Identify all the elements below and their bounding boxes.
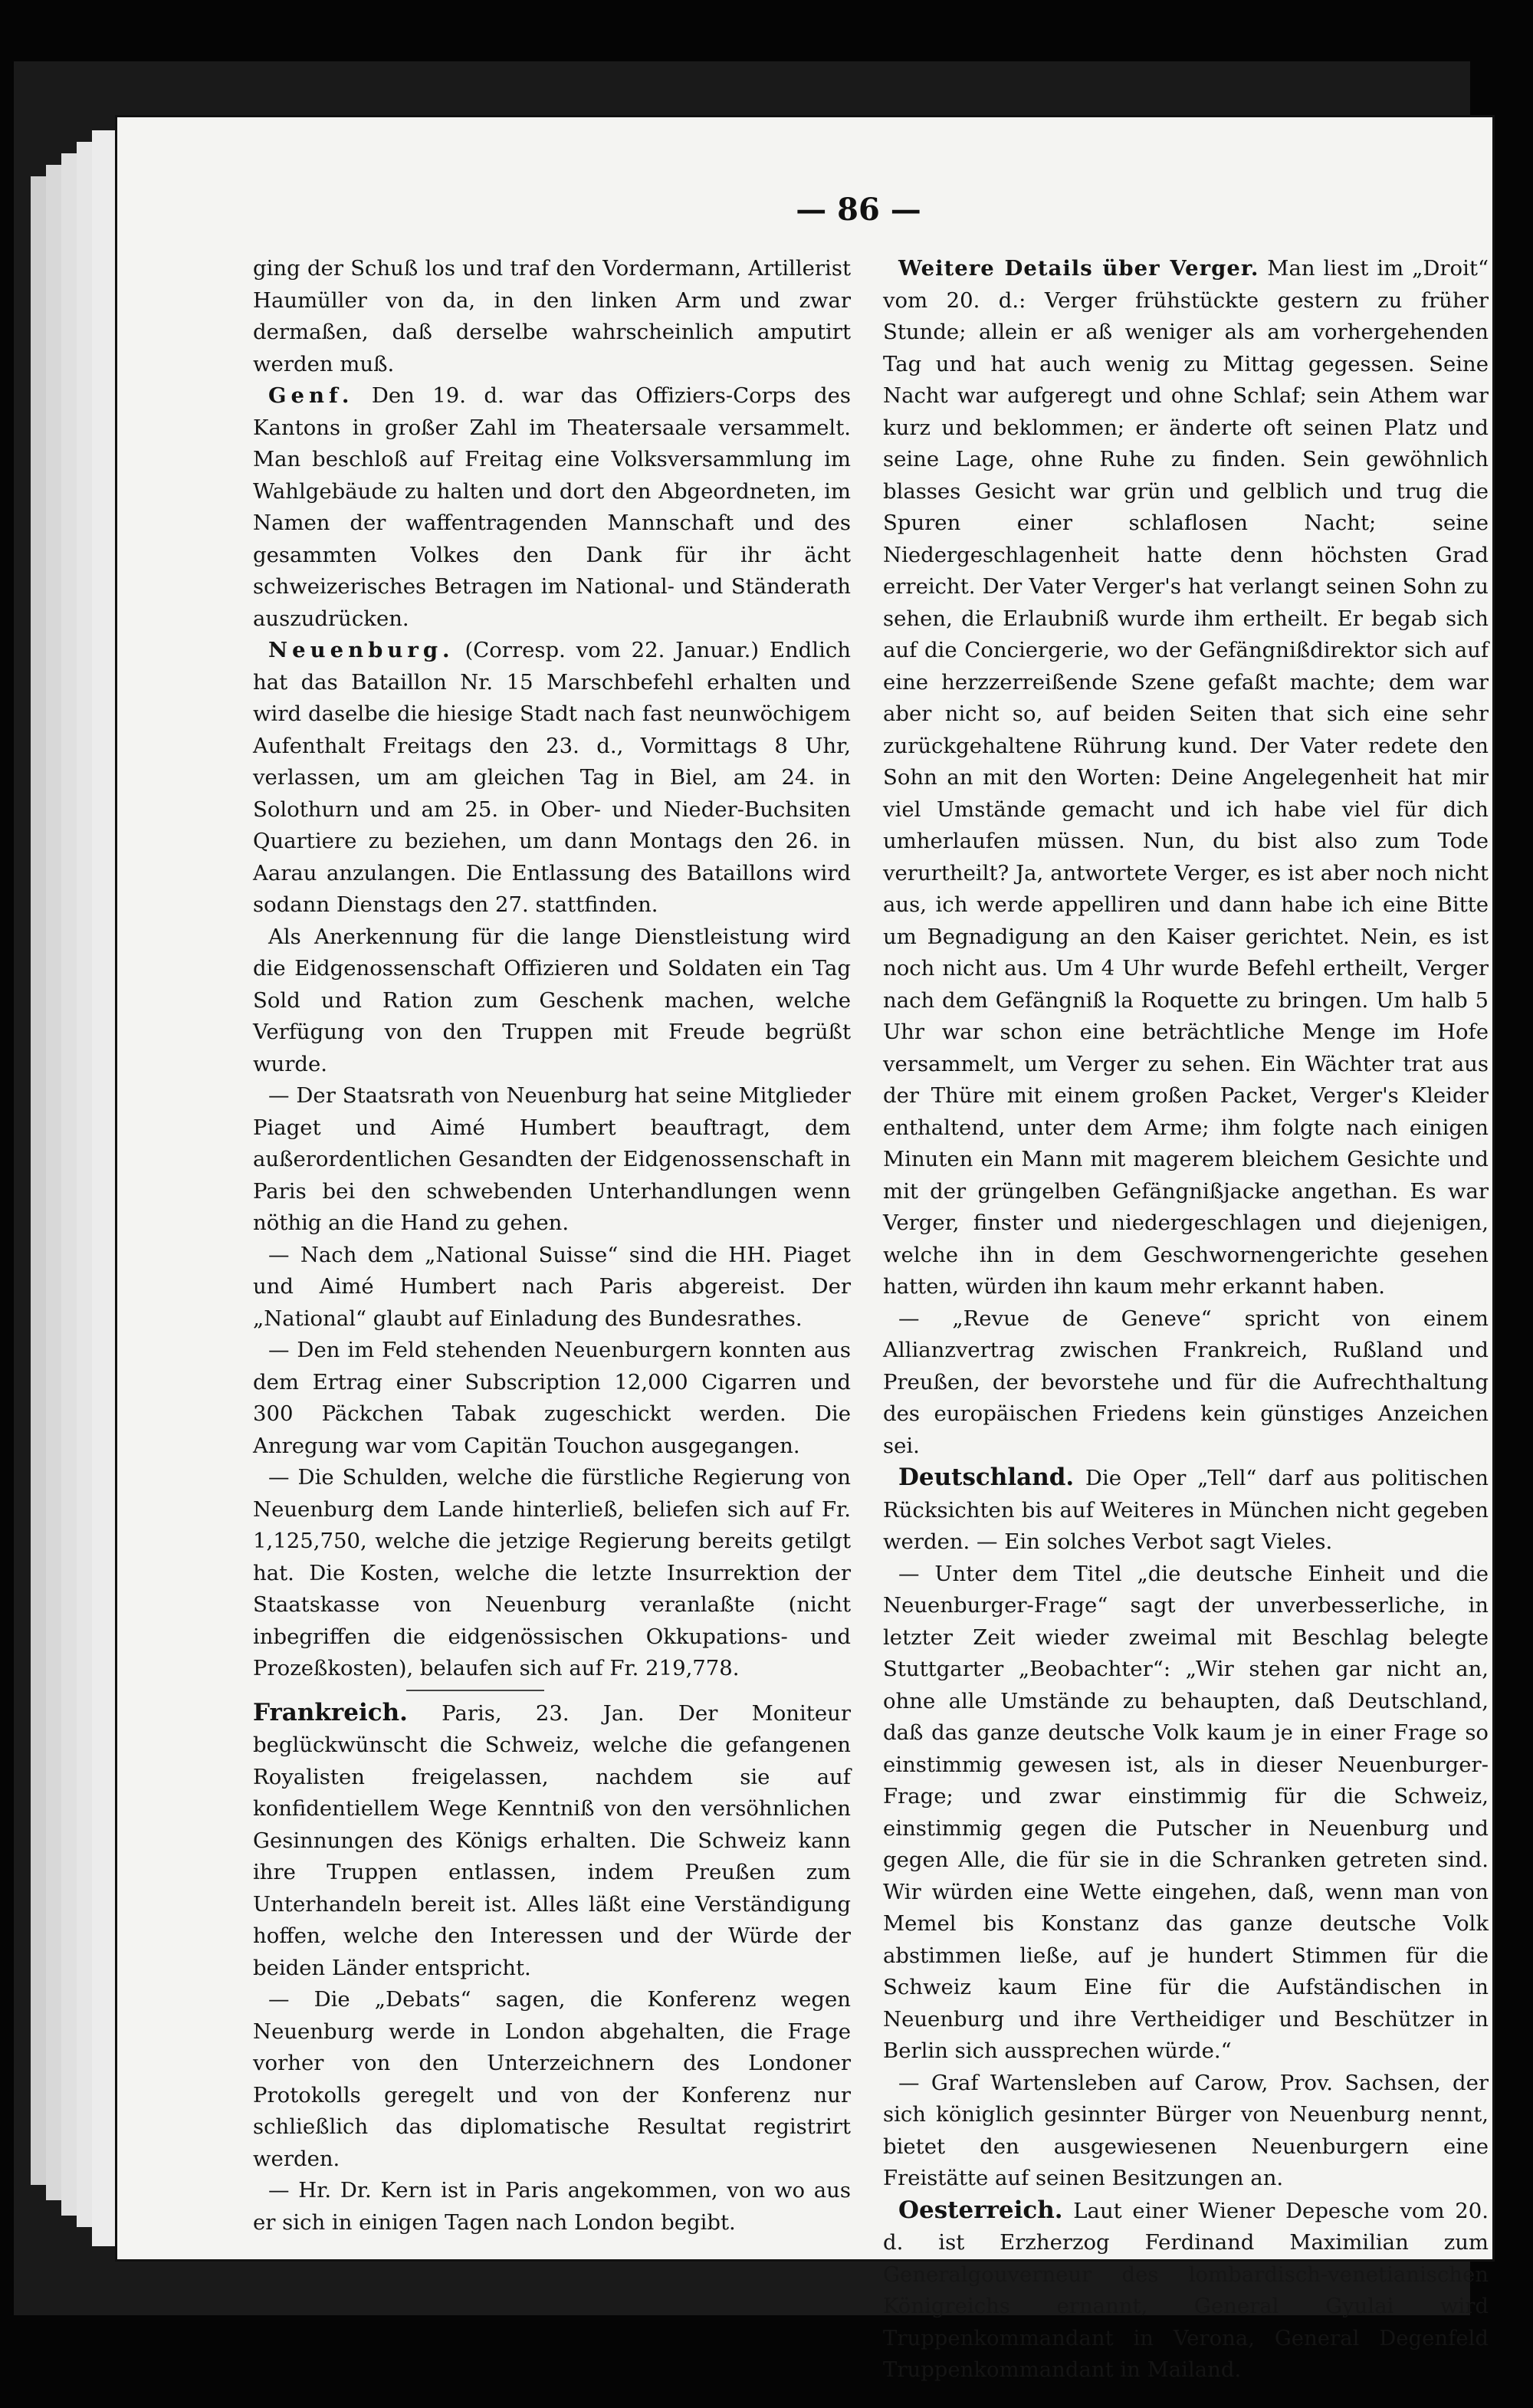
article-paragraph: [883, 253, 1489, 1303]
right-column: [883, 253, 1489, 2387]
article-paragraph: [883, 2195, 1489, 2387]
dateline: Genf.: [268, 383, 354, 408]
article-paragraph: [253, 1697, 851, 1985]
article-paragraph: ging der Schuß los und traf den Vordermann, Artillerist Haumüller von da, in den linken Arm und zwar dermaßen, daß derselbe wahrscheinlich amputirt werden muß.: [253, 256, 851, 376]
page-number: — 86 —: [796, 192, 921, 228]
article-paragraph: [883, 1462, 1489, 1559]
section-rule: [406, 1690, 544, 1691]
paragraph-text: Paris, 23. Jan. Der Moniteur beglückwünscht die Schweiz, welche die gefangenen Royalisten freigelassen, nachdem sie auf konfidentiellem Wege Kenntniß von den versöhnlichen Gesinnungen des Königs erhalten. Die Schweiz kann ihre Truppen entlassen, indem Preußen zum Unterhandeln bereit ist. Alles läßt eine Verständigung hoffen, welche den Interessen und der Würde der beiden Länder entspricht.: [253, 1700, 851, 1980]
country-heading: Frankreich.: [253, 1698, 408, 1726]
article-paragraph: — Der Staatsrath von Neuenburg hat seine Mitglieder Piaget und Aimé Humbert beauftragt, dem außerordentlichen Gesandten der Eidgenossenschaft in Paris bei den schwebenden Unterhandlungen wenn nöthig an die Hand zu gehen.: [253, 1083, 851, 1235]
left-column: [253, 253, 851, 2239]
article-paragraph: — Graf Wartensleben auf Carow, Prov. Sachsen, der sich königlich gesinnter Bürger von Neuenburg nennt, bietet den ausgewiesenen Neuenburgern eine Freistätte auf seinen Besitzungen an.: [883, 2070, 1489, 2190]
article-paragraph: — Nach dem „National Suisse“ sind die HH. Piaget und Aimé Humbert nach Paris abgereist. Der „National“ glaubt auf Einladung des Bundesrathes.: [253, 1242, 851, 1331]
country-heading: Oesterreich.: [898, 2196, 1063, 2224]
paragraph-text: Laut einer Wiener Depesche vom 20. d. ist Erzherzog Ferdinand Maximilian zum Generalgouverneur des lombardisch-venetianischen Königreichs ernannt, General Gyulai wird Truppenkommandant in Verona, General Degenfeld Truppenkommandant in Mailand.: [883, 2198, 1489, 2382]
article-paragraph: [253, 380, 851, 635]
paragraph-text: (Corresp. vom 22. Januar.) Endlich hat das Bataillon Nr. 15 Marschbefehl erhalten und wird daselbe die hiesige Stadt nach fast neunwöchigem Aufenthalt Freitags den 23. d., Vormittags 8 Uhr, verlassen, um am gleichen Tag in Biel, am 24. in Solothurn und am 25. in Ober- und Nieder-Buchsiten Quartiere zu beziehen, um dann Montags den 26. in Aarau anzulangen. Die Entlassung des Bataillons wird sodann Dienstags den 27. stattfinden.: [253, 638, 851, 917]
article-paragraph: Als Anerkennung für die lange Dienstleistung wird die Eidgenossenschaft Offizieren und Soldaten ein Tag Sold und Ration zum Geschenk machen, welche Verfügung von den Truppen mit Freude begrüßt wurde.: [253, 924, 851, 1076]
article-paragraph: — Die „Debats“ sagen, die Konferenz wegen Neuenburg werde in London abgehalten, die Frage vorher von den Unterzeichnern des Londoner Protokolls geregelt und von der Konferenz nur schließlich das diplomatische Resultat registrirt werden.: [253, 1987, 851, 2171]
dateline: Neuenburg.: [268, 638, 455, 662]
article-paragraph: — „Revue de Geneve“ spricht von einem Allianzvertrag zwischen Frankreich, Rußland und Preußen, der bevorstehe und für die Aufrechthaltung des europäischen Friedens kein günstiges Anzeichen sei.: [883, 1306, 1489, 1458]
article-paragraph: — Den im Feld stehenden Neuenburgern konnten aus dem Ertrag einer Subscription 12,000 Cigarren und 300 Päckchen Tabak zugeschickt werden. Die Anregung war vom Capitän Touchon ausgegangen.: [253, 1338, 851, 1458]
country-heading: Deutschland.: [898, 1464, 1075, 1491]
section-heading: Weitere Details über Verger.: [898, 256, 1259, 281]
article-paragraph: — Unter dem Titel „die deutsche Einheit und die Neuenburger-Frage“ sagt der unverbesserliche, in letzter Zeit wieder zweimal mit Beschlag belegte Stuttgarter „Beobachter“: „Wir stehen gar nicht an, ohne alle Umstände zu behaupten, daß Deutschland, daß das ganze deutsche Volk kaum je in einer Frage so einstimmig gewesen ist, als in dieser Neuenburger-Frage; und zwar einstimmig für die Schweiz, einstimmig gegen die Putscher in Neuenburg und gegen Alle, die für sie in die Schranken getreten sind. Wir würden eine Wette eingehen, daß, wenn man von Memel bis Konstanz das ganze deutsche Volk abstimmen ließe, auf je hundert Stimmen für die Schweiz kaum Eine für die Aufständischen in Neuenburg und ihre Vertheidiger und Beschützer in Berlin sich aussprechen würde.“: [883, 1561, 1489, 2063]
article-paragraph: — Die Schulden, welche die fürstliche Regierung von Neuenburg dem Lande hinterließ, beliefen sich auf Fr. 1,125,750, welche die jetzige Regierung bereits getilgt hat. Die Kosten, welche die letzte Insurrektion der Staatskasse von Neuenburg veranlaßte (nicht inbegriffen die eidgenössischen Okkupations- und Prozeßkosten), belaufen sich auf Fr. 219,778.: [253, 1465, 851, 1680]
paragraph-text: Den 19. d. war das Offiziers-Corps des Kantons in großer Zahl im Theatersaale versammelt. Man beschloß auf Freitag eine Volksversammlung im Wahlgebäude zu halten und dort den Abgeordneten, im Namen der waffentragenden Mannschaft und des gesammten Volkes den Dank für ihr ächt schweizerisches Betragen im National- und Ständerath auszudrücken.: [253, 383, 851, 631]
paragraph-text: Man liest im „Droit“ vom 20. d.: Verger frühstückte gestern zu früher Stunde; allein er aß weniger als am vorhergehenden Tag und hat auch wenig zu Mittag gegessen. Seine Nacht war aufgeregt und ohne Schlaf; sein Athem war kurz und beklommen; er änderte oft seinen Platz und seine Lage, ohne Ruhe zu finden. Sein gewöhnlich blasses Gesicht war grün und gelblich und trug die Spuren einer schlaflosen Nacht; seine Niedergeschlagenheit hatte denn höchsten Grad erreicht. Der Vater Verger's hat verlangt seinen Sohn zu sehen, die Erlaubniß wurde ihm ertheilt. Er begab sich auf die Conciergerie, wo der Gefängnißdirektor sich auf eine herzzerreißende Szene gefaßt machte; dem war aber nicht so, auf beiden Seiten that sich eine sehr zurückgehaltene Rührung kund. Der Vater redete den Sohn an mit den Worten: Deine Angelegenheit hat mir viel Umstände gemacht und ich habe viel für dich umherlaufen müssen. Nun, du bist also zum Tode verurtheilt? Ja, antwortete Verger, es ist aber noch nicht aus, ich werde appelliren und dann habe ich eine Bitte um Begnadigung an den Kaiser gerichtet. Nein, es ist noch nicht aus. Um 4 Uhr wurde Befehl ertheilt, Verger nach dem Gefängniß la Roquette zu bringen. Um halb 5 Uhr war schon eine beträchtliche Menge im Hofe versammelt, um Verger zu sehen. Ein Wächter trat aus der Thüre mit einem großen Packet, Verger's Kleider enthaltend, unter dem Arme; ihm folgte nach einigen Minuten ein Mann mit magerem bleichem Gesichte und mit der grüngelben Gefängnißjacke angethan. Es war Verger, finster und niedergeschlagen und diejenigen, welche ihn in dem Geschwornengerichte gesehen hatten, würden ihn kaum mehr erkannt haben.: [883, 256, 1489, 1299]
paragraph-text: Die Oper „Tell“ darf aus politischen Rücksichten bis auf Weiteres in München nicht gegeben werden. — Ein solches Verbot sagt Vieles.: [883, 1466, 1489, 1554]
article-paragraph: — Hr. Dr. Kern ist in Paris angekommen, von wo aus er sich in einigen Tagen nach London begibt.: [253, 2178, 851, 2235]
article-paragraph: [253, 635, 851, 921]
